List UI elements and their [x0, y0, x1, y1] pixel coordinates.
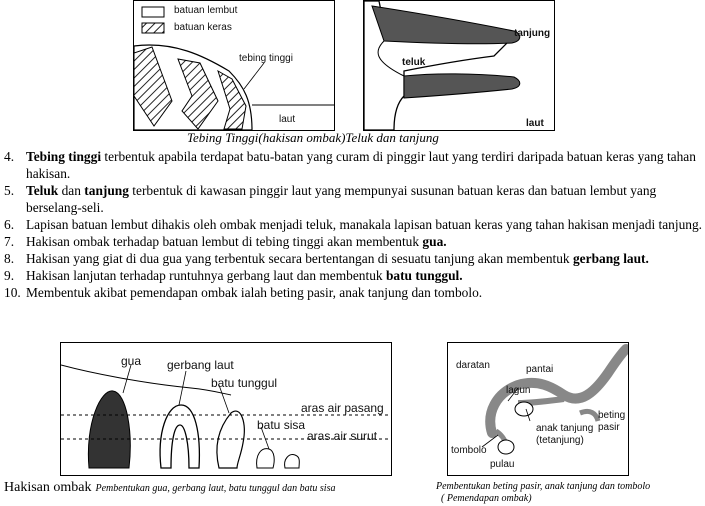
bar-shape — [580, 411, 598, 421]
item-bold: Teluk — [26, 183, 59, 198]
legend-hard-swatch — [142, 23, 164, 33]
lagoon-label: lagun — [506, 385, 531, 396]
item-text: terbentuk apabila terdapat batu-batan yang curam di pinggir laut yang terdiri daripada batuan keras yang tahan hakisan. — [26, 149, 696, 181]
list-item — [0, 284, 705, 301]
bay-label: teluk — [402, 57, 426, 68]
stack-shape — [217, 411, 244, 468]
list-item — [0, 233, 705, 250]
item-number: 7. — [4, 234, 15, 249]
legend-soft-label: batuan lembut — [174, 5, 238, 16]
cliff-label: tebing tinggi — [239, 53, 293, 64]
item-bold: gua. — [422, 234, 447, 249]
item-text: dan — [58, 183, 85, 198]
stump-shape — [285, 455, 300, 468]
item-bold: gerbang laut. — [572, 251, 649, 266]
caption-top: Tebing Tinggi(hakisan ombak)Teluk dan tanjung — [187, 130, 439, 145]
item-bold: Tebing tinggi — [26, 149, 102, 164]
item-text: Hakisan ombak terhadap batuan lembut di tebing tinggi akan membentuk — [26, 234, 423, 249]
lagoon-shape — [515, 402, 533, 416]
list-item — [0, 250, 705, 267]
arch-label: gerbang laut — [167, 358, 234, 372]
item-text: Membentuk akibat pemendapan ombak ialah beting pasir, anak tanjung dan tombolo. — [26, 285, 483, 300]
beach-label: pantai — [526, 364, 554, 375]
item-bold: batu tunggul. — [385, 268, 463, 283]
item-number: 9. — [4, 268, 15, 283]
headland-label: tanjung — [514, 28, 551, 39]
cliff-diagram — [134, 1, 334, 130]
spit-label: anak tanjung (tetanjung) — [536, 423, 594, 446]
legend-hard-label: batuan keras — [174, 22, 232, 33]
item-text: Lapisan batuan lembut dihakis oleh ombak menjadi teluk, manakala lapisan batuan keras yang tahan hakisan menjadi tanjung. — [26, 217, 703, 232]
bay-headland-diagram — [364, 1, 554, 130]
caption-erosion-main: Hakisan ombak — [4, 480, 92, 495]
island-label: pulau — [490, 459, 515, 470]
item-number: 5. — [4, 183, 15, 198]
high-tide-label: aras air pasang — [301, 401, 384, 415]
sea-label-fig1: laut — [279, 114, 296, 125]
arch-shape — [160, 405, 199, 468]
cave-label: gua — [121, 354, 142, 368]
figure-deposition — [447, 342, 629, 476]
list-item — [0, 216, 705, 233]
legend-soft-swatch — [142, 7, 164, 17]
stump-label: batu sisa — [257, 418, 306, 432]
stack-label: batu tunggul — [211, 376, 278, 390]
low-tide-label: aras air surut — [307, 429, 378, 443]
figure-high-cliff — [133, 0, 335, 131]
item-text: Hakisan yang giat di dua gua yang terbentuk secara bertentangan di sesuatu tanjung akan membentuk — [26, 251, 573, 266]
points-list — [0, 148, 705, 301]
sea-label-fig2: laut — [526, 118, 544, 129]
item-number: 4. — [4, 149, 15, 164]
item-number: 6. — [4, 217, 15, 232]
item-bold: tanjung — [84, 183, 129, 198]
bar-label: beting pasir — [598, 410, 626, 433]
list-item — [0, 182, 705, 216]
cave-shape — [88, 391, 130, 468]
list-item — [0, 267, 705, 284]
item-text: Hakisan lanjutan terhadap runtuhnya gerbang laut dan membentuk — [26, 268, 386, 283]
land-label: daratan — [456, 360, 490, 371]
item-number: 8. — [4, 251, 15, 266]
list-item — [0, 148, 705, 182]
figure-wave-erosion — [60, 342, 392, 476]
item-number: 10. — [4, 285, 21, 300]
caption-deposition-line2: ( Pemendapan ombak) — [441, 493, 532, 504]
island-shape — [498, 440, 514, 454]
stump-shape — [257, 449, 275, 468]
item-text: terbentuk di kawasan pinggir laut yang mempunyai susunan batuan keras dan batuan lembut yang berselang-seli. — [26, 183, 657, 215]
figure-bay-headland — [363, 0, 555, 131]
caption-bottom-right — [436, 481, 650, 505]
caption-deposition-line1: Pembentukan beting pasir, anak tanjung dan tombolo — [436, 481, 651, 492]
caption-bottom-left — [4, 478, 335, 496]
tombolo-label: tombolo — [451, 445, 487, 456]
caption-erosion-sub: Pembentukan gua, gerbang laut, batu tunggul dan batu sisa — [95, 483, 336, 494]
